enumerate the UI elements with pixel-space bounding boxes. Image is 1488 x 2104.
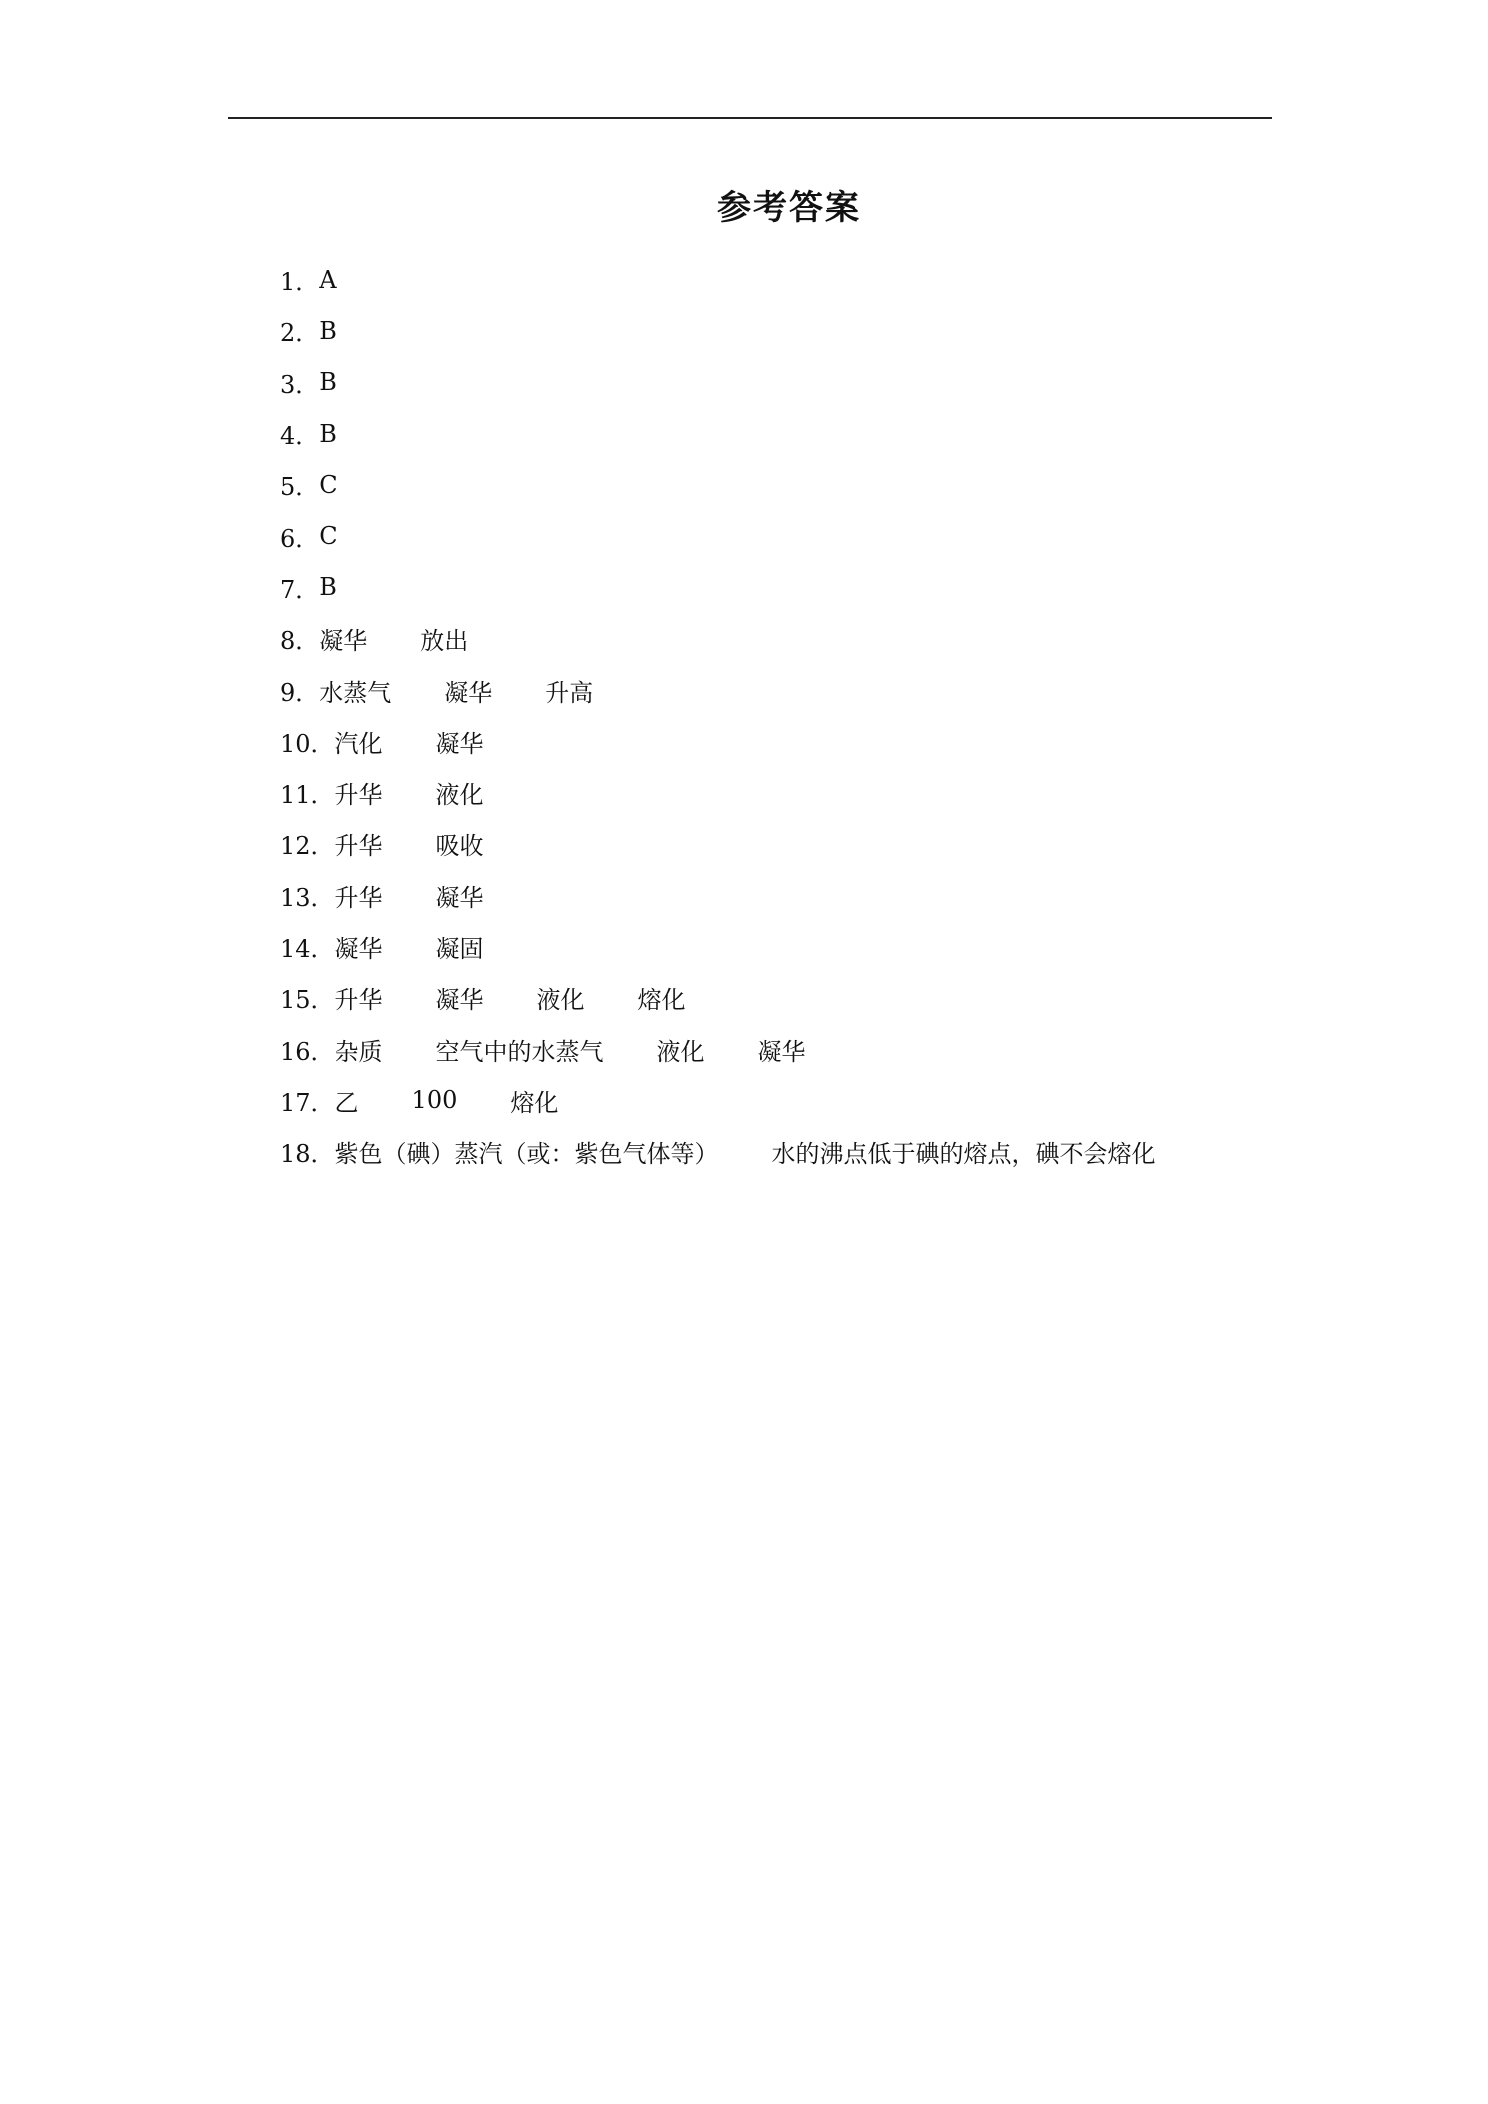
answer-number: 3 ．: [280, 365, 319, 400]
answer-row: [280, 408, 1156, 459]
answer-row: [280, 357, 1156, 408]
answer-row: [280, 1126, 1156, 1177]
answer-number: 11 ．: [280, 775, 335, 810]
answer-row: [280, 921, 1156, 972]
answer-number: 1 ．: [280, 262, 319, 297]
answer-row: [280, 818, 1156, 869]
answer-text: 凝华: [319, 627, 368, 656]
answer-row: [280, 562, 1156, 613]
answer-row: [280, 459, 1156, 510]
answer-text: 升华: [334, 781, 383, 810]
answer-number: 15 ．: [280, 980, 335, 1015]
answer-text: 水蒸气: [319, 678, 392, 707]
answer-text: 液化: [536, 986, 585, 1015]
answer-text: 升华: [334, 832, 383, 861]
answer-text: 凝华: [435, 986, 484, 1015]
answer-text: 水的沸点低于碘的熔点，碘不会熔化: [771, 1140, 1156, 1169]
answer-number: 16 ．: [280, 1032, 335, 1067]
answer-text: 升高: [545, 678, 594, 707]
answer-number: 10 ．: [280, 724, 335, 759]
answer-text: 凝华: [435, 729, 484, 758]
answer-text: 杂质: [334, 1037, 383, 1066]
answer-text: 液化: [656, 1037, 705, 1066]
header-rule: [228, 117, 1272, 119]
answer-text: 凝固: [435, 935, 484, 963]
answer-text: B: [319, 316, 337, 345]
answer-text: C: [319, 470, 338, 499]
answer-number: 4 ．: [280, 416, 319, 451]
answer-text: 液化: [435, 781, 484, 810]
answer-number: 5 ．: [280, 467, 319, 502]
answer-number: 12 ．: [280, 826, 335, 861]
answer-text: 吸收: [435, 832, 484, 861]
answer-text: 升华: [334, 986, 383, 1015]
answer-number: 9 ．: [280, 673, 319, 708]
answer-row: [280, 972, 1156, 1023]
answer-number: 7 ．: [280, 570, 319, 605]
answer-number: 17 ．: [280, 1083, 335, 1118]
answer-text: 凝华: [334, 935, 383, 963]
answer-row: [280, 664, 1156, 715]
answer-text: 熔化: [510, 1088, 559, 1117]
answer-text: B: [319, 573, 337, 602]
answer-number: 8 ．: [280, 621, 319, 656]
answer-text: A: [319, 265, 337, 294]
answer-number: 18 ．: [280, 1134, 335, 1169]
answer-number: 2 ．: [280, 313, 319, 348]
answer-text: B: [319, 368, 337, 397]
answer-row: [280, 510, 1156, 561]
answer-row: [280, 870, 1156, 921]
answer-number: 6 ．: [280, 519, 319, 554]
answer-text: 汽化: [334, 729, 383, 758]
answer-text: B: [319, 419, 337, 448]
answer-row: [280, 613, 1156, 664]
answer-text: 凝华: [757, 1037, 806, 1066]
answer-row: [280, 1075, 1156, 1126]
answer-text: 凝华: [444, 678, 493, 707]
answer-text: 空气中的水蒸气: [435, 1037, 604, 1066]
answer-text: 紫色（碘）蒸汽（或：紫色气体等）: [334, 1140, 719, 1169]
answer-list: [280, 254, 1156, 1177]
answer-text: C: [319, 522, 338, 551]
answer-text: 凝华: [435, 883, 484, 912]
answer-row: [280, 1023, 1156, 1074]
answer-row: [280, 767, 1156, 818]
answer-row: [280, 716, 1156, 767]
answer-text: 100: [411, 1086, 458, 1115]
answer-text: 升华: [334, 883, 383, 912]
page-title: 参考答案: [717, 188, 861, 228]
answer-number: 13 ．: [280, 878, 335, 913]
answer-text: 乙: [334, 1088, 359, 1117]
answer-row: [280, 254, 1156, 305]
answer-text: 放出: [420, 627, 469, 656]
answer-number: 14 ．: [280, 929, 335, 964]
answer-row: [280, 305, 1156, 356]
answer-text: 熔化: [637, 986, 686, 1015]
